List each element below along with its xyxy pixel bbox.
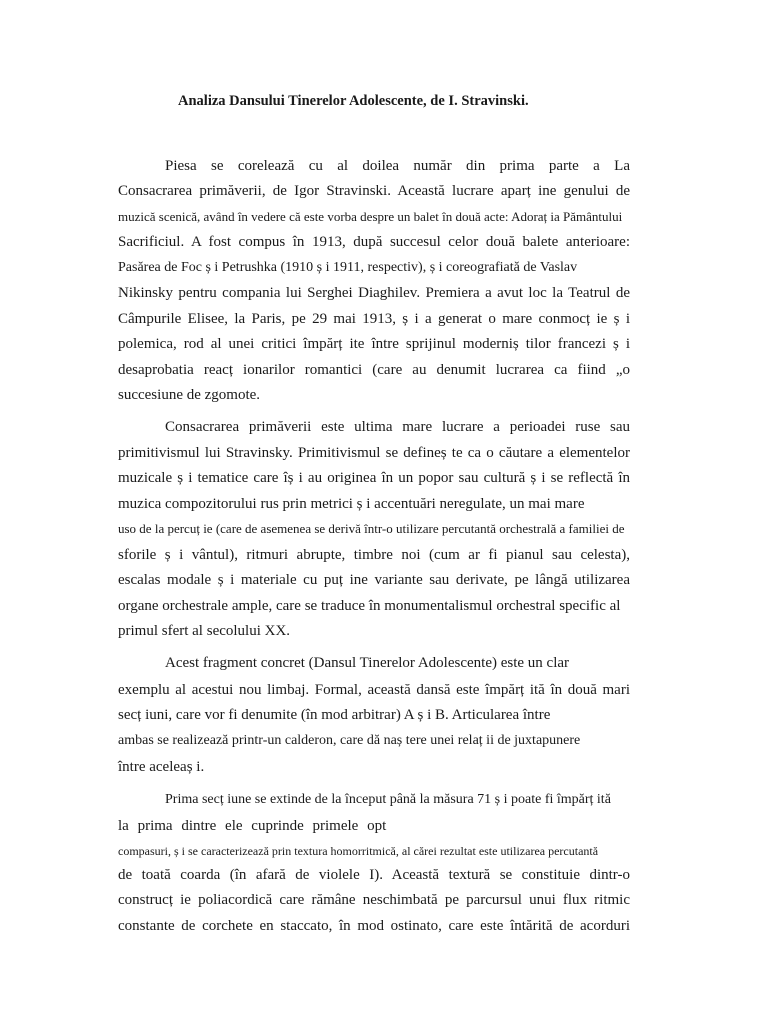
- text-line: desaprobatia reacț ionarilor romantici (care au denumit lucrarea ca fiind „o: [118, 362, 630, 378]
- text-line: primul sfert al secolului XX.: [118, 623, 291, 639]
- text-line: primitivismul lui Stravinsky. Primitivismul se defineș te ca o căutare a elementelor: [118, 445, 630, 461]
- text-line: Consacrarea primăverii, de Igor Stravinski. Această lucrare aparț ine genului de: [118, 183, 630, 199]
- document-title: Analiza Dansului Tinerelor Adolescente, de I. Stravinski.: [178, 93, 529, 109]
- text-line: exemplu al acestui nou limbaj. Formal, această dansă este împărț ită în două mari: [118, 682, 630, 698]
- text-line: compasuri, ș i se caracterizează prin textura homorritmică, al cărei rezultat este utilizarea percutantă: [118, 844, 599, 858]
- text-line: la prima dintre ele cuprinde primele opt: [118, 818, 387, 834]
- text-line: Acest fragment concret (Dansul Tinerelor Adolescente) este un clar: [165, 655, 570, 671]
- text-line: Nikinsky pentru compania lui Serghei Diaghilev. Premiera a avut loc la Teatrul de: [118, 285, 630, 301]
- text-line: secț iuni, care vor fi denumite (în mod arbitrar) A ș i B. Articularea între: [118, 707, 551, 723]
- text-line: Pasărea de Foc ș i Petrushka (1910 ș i 1911, respectiv), ș i coreografiată de Vaslav: [118, 260, 578, 275]
- text-line: escalas modale ș i materiale cu puț ine variante sau derivate, pe lângă utilizarea: [118, 572, 630, 588]
- text-line: sforile ș i vântul), ritmuri abrupte, timbre noi (cum ar fi pianul sau celesta),: [118, 547, 630, 563]
- text-line: polemica, rod al unei critici împărț ite între sprijinul moderniș tilor francezi ș i: [118, 336, 630, 352]
- text-line: constante de corchete en staccato, în mod ostinato, care este întărită de acorduri: [118, 918, 630, 934]
- text-line: muzică scenică, având în vedere că este vorba despre un balet în două acte: Adoraț ia Pământului: [118, 209, 623, 224]
- text-line: între aceleaș i.: [118, 759, 205, 775]
- text-line: de toată coarda (în afară de violele I). Această textură se constituie dintr-o: [118, 867, 630, 883]
- text-line: Consacrarea primăverii este ultima mare lucrare a perioadei ruse sau: [165, 419, 630, 435]
- text-line: uso de la percuț ie (care de asemenea se derivă într-o utilizare percutantă orchestrală a familiei de: [118, 521, 625, 536]
- text-line: Prima secț iune se extinde de la început până la măsura 71 ș i poate fi împărț ită: [165, 792, 611, 807]
- text-line: Sacrificiul. A fost compus în 1913, după succesul celor două balete anterioare:: [118, 234, 630, 250]
- text-line: organe orchestrale ample, care se traduce în monumentalismul orchestral specific al: [118, 598, 621, 614]
- text-line: ambas se realizează printr-un calderon, care dă naș tere unei relaț ii de juxtapunere: [118, 733, 581, 748]
- text-line: muzicale ș i tematice care îș i au originea în un popor sau cultură ș i se reflectă în: [118, 470, 630, 486]
- text-line: muzica compozitorului rus prin metrici ș i accentuări neregulate, un mai mare: [118, 496, 585, 512]
- text-line: succesiune de zgomote.: [118, 387, 261, 403]
- text-line: construcț ie poliacordică care rămâne neschimbată pe parcursul unui flux ritmic: [118, 892, 630, 908]
- text-line: Piesa se corelează cu al doilea număr din prima parte a La: [165, 158, 630, 174]
- text-line: Câmpurile Elisee, la Paris, pe 29 mai 1913, ș i a generat o mare conmocț ie ș i: [118, 311, 630, 327]
